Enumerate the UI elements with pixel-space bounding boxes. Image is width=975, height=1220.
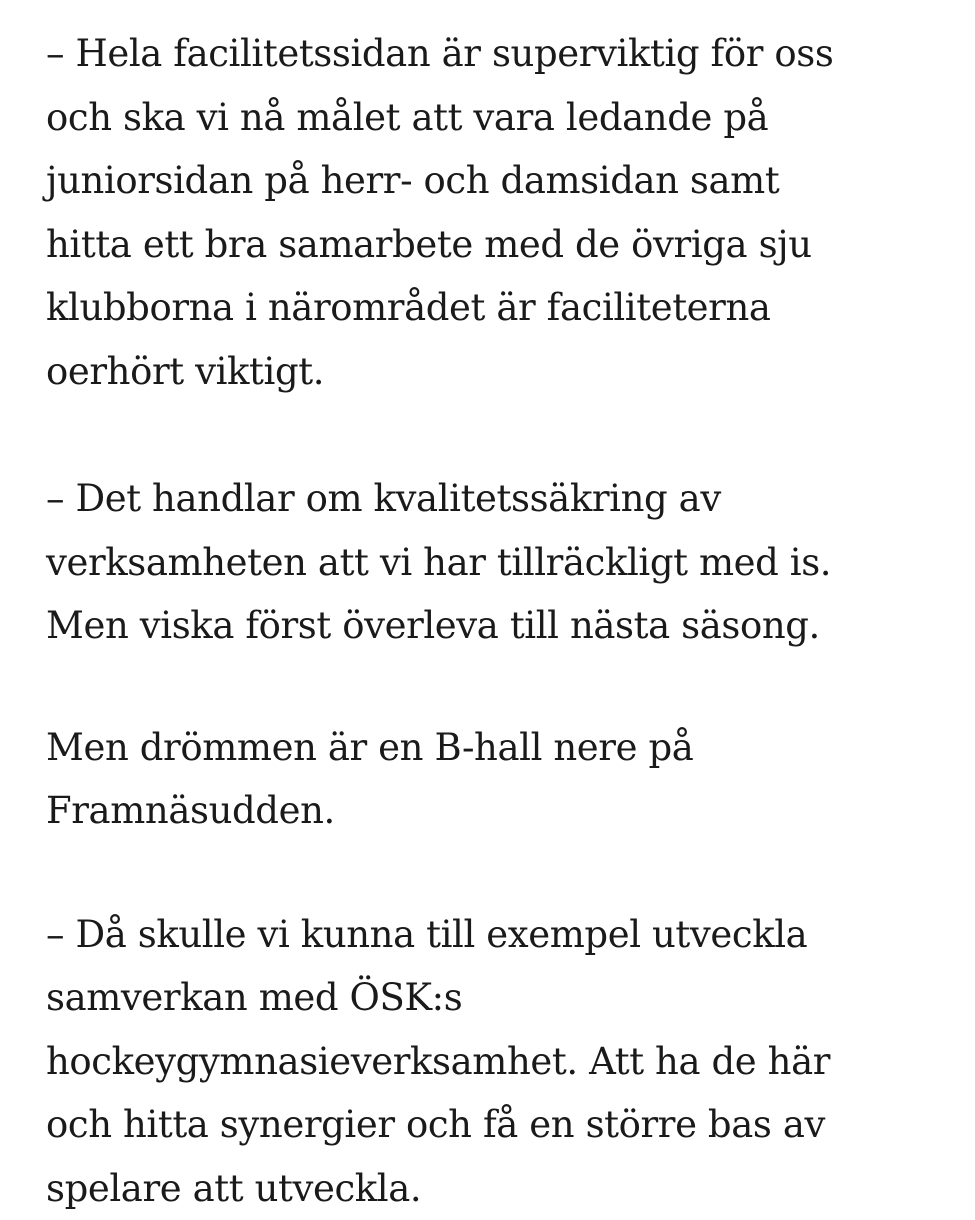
text-line: och ska vi nå målet att vara ledande på bbox=[46, 86, 946, 150]
paragraph-quote-synergies bbox=[46, 903, 946, 1220]
paragraph-quote-facilities bbox=[46, 22, 946, 403]
text-line: verksamheten att vi har tillräckligt med is. bbox=[46, 531, 946, 595]
text-line: samverkan med ÖSK:s bbox=[46, 966, 946, 1030]
paragraph-quote-quality bbox=[46, 467, 946, 658]
text-line: juniorsidan på herr- och damsidan samt bbox=[46, 149, 946, 213]
text-line: Framnäsudden. bbox=[46, 779, 946, 843]
text-line: – Hela facilitetssidan är superviktig för oss bbox=[46, 22, 946, 86]
text-line: – Det handlar om kvalitetssäkring av bbox=[46, 467, 946, 531]
text-line: Men viska först överleva till nästa säsong. bbox=[46, 594, 946, 658]
text-line: hockeygymnasieverksamhet. Att ha de här bbox=[46, 1030, 946, 1094]
text-line: Men drömmen är en B-hall nere på bbox=[46, 716, 946, 780]
text-line: oerhört viktigt. bbox=[46, 340, 946, 404]
text-line: hitta ett bra samarbete med de övriga sju bbox=[46, 213, 946, 277]
text-line: spelare att utveckla. bbox=[46, 1157, 946, 1220]
article-body bbox=[46, 22, 946, 1220]
text-line: klubborna i närområdet är faciliteterna bbox=[46, 276, 946, 340]
paragraph-dream-b-hall bbox=[46, 716, 946, 843]
text-line: – Då skulle vi kunna till exempel utveckla bbox=[46, 903, 946, 967]
text-line: och hitta synergier och få en större bas av bbox=[46, 1093, 946, 1157]
